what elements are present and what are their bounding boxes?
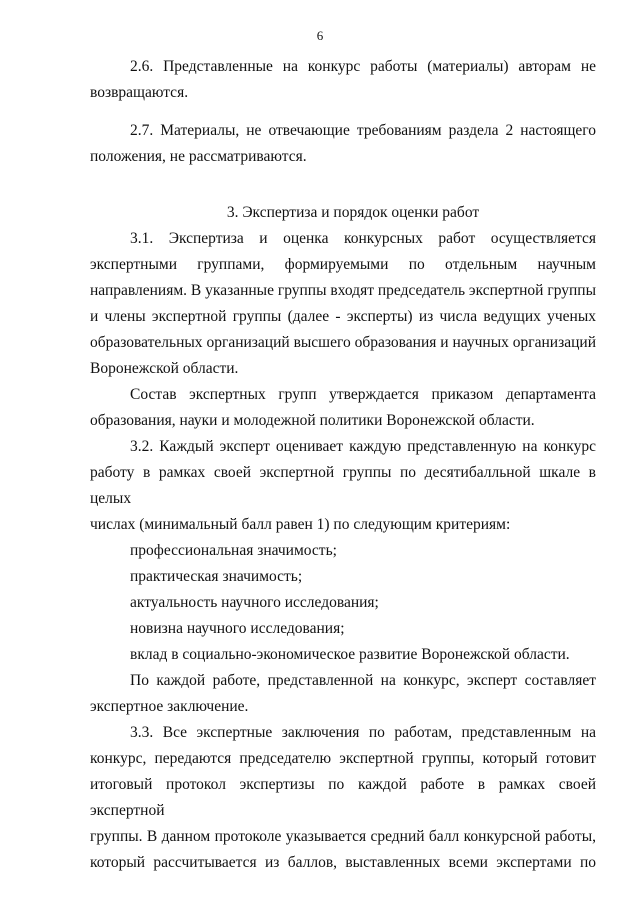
criteria-item: актуальность научного исследования; — [130, 594, 379, 611]
paragraph-line: образования, науки и молодежной политики Воронежской области. — [90, 412, 535, 429]
paragraph-line: Воронежской области. — [90, 360, 239, 377]
criteria-item: профессиональная значимость; — [130, 542, 337, 559]
paragraph-line: и члены экспертной группы (далее - эксперты) из числа ведущих ученых — [90, 308, 596, 325]
paragraph-line: который рассчитывается из баллов, выставленных всеми экспертами по — [90, 854, 596, 871]
paragraph-line: экспертное заключение. — [90, 698, 249, 715]
paragraph-line: числах (минимальный балл равен 1) по следующим критериям: — [90, 516, 511, 533]
paragraph-3-3 — [90, 720, 596, 876]
paragraph-line: итоговый протокол экспертизы по каждой работе в рамках своей экспертной — [90, 776, 596, 819]
paragraph-line: экспертными группами, формируемыми по отдельным научным — [90, 256, 596, 273]
document-body — [90, 54, 596, 876]
criteria-item: вклад в социально-экономическое развитие Воронежской области. — [130, 646, 570, 663]
paragraph-line: конкурс, передаются председателю экспертной группы, который готовит — [90, 750, 596, 767]
criteria-list — [90, 538, 596, 668]
page-number: 6 — [316, 28, 324, 43]
paragraph-2-6 — [90, 54, 596, 106]
paragraph-conclusion — [90, 668, 596, 720]
paragraph-line: положения, не рассматриваются. — [90, 148, 307, 165]
paragraph-3-2 — [90, 434, 596, 538]
paragraph-line: 2.7. Материалы, не отвечающие требованиям раздела 2 настоящего — [130, 122, 596, 139]
paragraph-line: 3.1. Экспертиза и оценка конкурсных работ осуществляется — [130, 230, 596, 247]
paragraph-line: возвращаются. — [90, 84, 189, 101]
paragraph-3-1 — [90, 226, 596, 382]
paragraph-line: группы. В данном протоколе указывается средний балл конкурсной работы, — [90, 828, 596, 845]
paragraph-line: образовательных организаций высшего образования и научных организаций — [90, 334, 596, 351]
paragraph-line: 2.6. Представленные на конкурс работы (материалы) авторам не — [130, 58, 596, 75]
paragraph-composition — [90, 382, 596, 434]
paragraph-line: работу в рамках своей экспертной группы по десятибалльной шкале в целых — [90, 464, 596, 507]
paragraph-line: По каждой работе, представленной на конкурс, эксперт составляет — [130, 672, 596, 689]
paragraph-line: 3.2. Каждый эксперт оценивает каждую представленную на конкурс — [130, 438, 596, 455]
paragraph-line: Состав экспертных групп утверждается приказом департамента — [130, 386, 596, 403]
section-heading: 3. Экспертиза и порядок оценки работ — [226, 204, 480, 221]
paragraph-2-7 — [90, 118, 596, 170]
paragraph-line: направлениям. В указанные группы входят председатель экспертной группы — [90, 282, 596, 299]
criteria-item: новизна научного исследования; — [130, 620, 345, 637]
criteria-item: практическая значимость; — [130, 568, 303, 585]
paragraph-line: 3.3. Все экспертные заключения по работам, представленным на — [130, 724, 596, 741]
